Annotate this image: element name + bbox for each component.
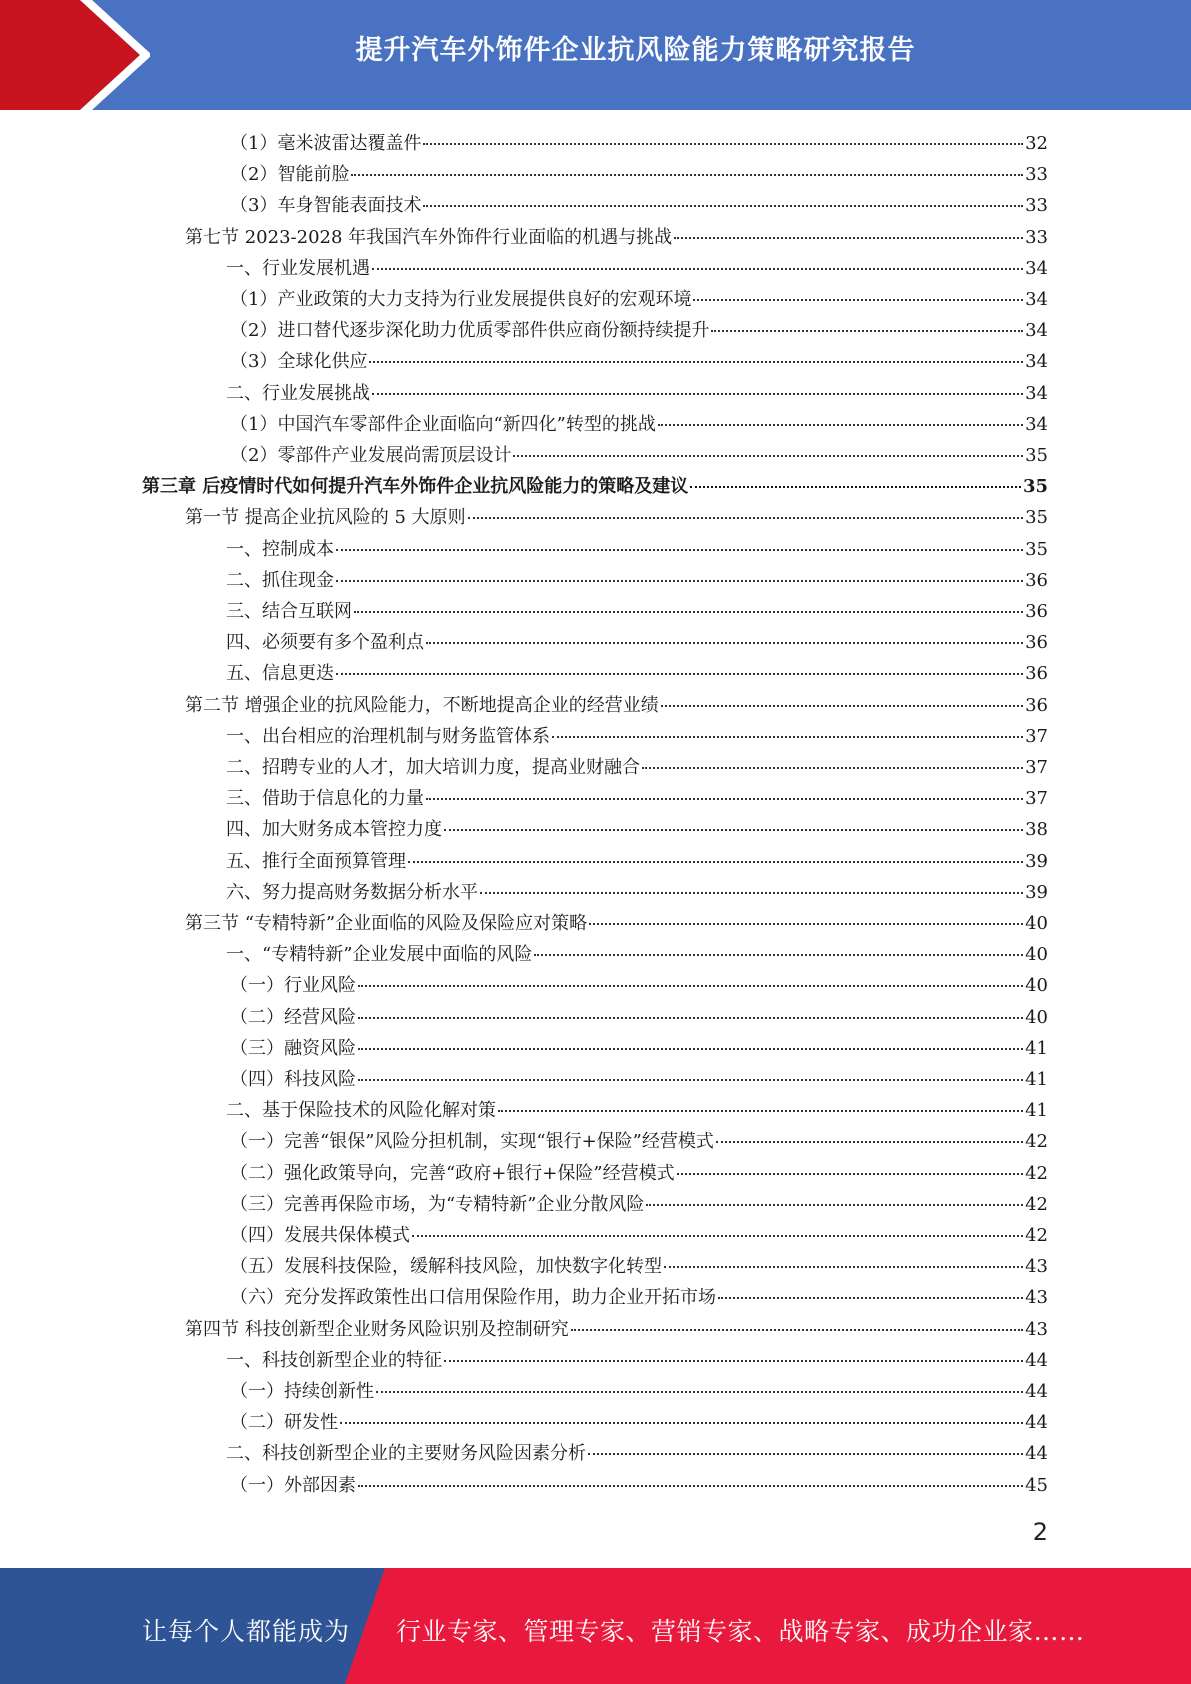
toc-entry[interactable] <box>185 690 1048 721</box>
toc-entry[interactable] <box>226 1095 1048 1126</box>
dot-leader <box>354 593 1023 613</box>
toc-entry[interactable] <box>226 721 1048 752</box>
dot-leader <box>336 531 1023 551</box>
toc-entry[interactable] <box>230 128 1048 159</box>
toc-entry-page: 32 <box>1025 133 1048 154</box>
toc-entry-title: 第七节 2023-2028 年我国汽车外饰件行业面临的机遇与挑战 <box>185 226 673 248</box>
toc-entry-title: （2）进口替代逐步深化助力优质零部件供应商份额持续提升 <box>230 320 710 342</box>
toc-entry-page: 40 <box>1025 913 1048 934</box>
toc-entry-title: 五、推行全面预算管理 <box>226 850 406 872</box>
toc-entry[interactable] <box>230 1158 1048 1189</box>
toc-entry-page: 34 <box>1025 289 1048 310</box>
toc-entry[interactable] <box>226 253 1048 284</box>
dot-leader <box>426 624 1023 644</box>
dot-leader <box>444 811 1023 831</box>
toc-entry-title: （二）研发性 <box>230 1412 338 1434</box>
toc-entry-page: 45 <box>1025 1474 1048 1496</box>
toc-entry-page: 44 <box>1025 1443 1048 1465</box>
toc-entry-title: 四、必须要有多个盈利点 <box>226 632 424 654</box>
page-number: 2 <box>1032 1518 1048 1546</box>
page-footer <box>0 1568 1191 1684</box>
dot-leader <box>369 343 1023 363</box>
toc-entry-title: （四）发展共保体模式 <box>230 1225 410 1246</box>
toc-entry-title: （三）完善再保险市场，为“专精特新”企业分散风险 <box>230 1193 645 1215</box>
toc-entry[interactable] <box>226 658 1048 689</box>
toc-entry-title: （2）零部件产业发展尚需顶层设计 <box>230 445 512 466</box>
toc-entry-title: 二、科技创新型企业的主要财务风险因素分析 <box>226 1443 586 1465</box>
toc-entry[interactable] <box>230 1376 1048 1407</box>
toc-entry-page: 34 <box>1025 351 1048 373</box>
toc-entry-title: 二、招聘专业的人才，加大培训力度，提高业财融合 <box>226 757 640 778</box>
toc-entry-title: 第二节 增强企业的抗风险能力，不断地提高企业的经营业绩 <box>185 694 659 716</box>
dot-leader <box>358 999 1023 1019</box>
toc-entry[interactable] <box>226 378 1048 409</box>
toc-entry-page: 36 <box>1025 601 1048 622</box>
toc-entry-page: 39 <box>1025 881 1048 903</box>
dot-leader <box>711 312 1023 332</box>
toc-entry[interactable] <box>230 284 1048 315</box>
toc-entry-title: 一、控制成本 <box>226 538 334 560</box>
toc-entry[interactable] <box>230 1033 1048 1064</box>
toc-entry-page: 34 <box>1025 320 1048 342</box>
toc-entry[interactable] <box>226 627 1048 658</box>
toc-entry-title: （六）充分发挥政策性出口信用保险作用，助力企业开拓市场 <box>230 1287 716 1309</box>
toc-entry[interactable] <box>230 1251 1048 1282</box>
toc-entry-page: 37 <box>1025 788 1048 810</box>
toc-entry-page: 34 <box>1025 257 1048 279</box>
toc-entry-page: 42 <box>1025 1225 1048 1246</box>
toc-entry-page: 36 <box>1025 569 1048 591</box>
toc-entry-page: 33 <box>1025 164 1048 186</box>
footer-slogan-right: 行业专家、管理专家、营销专家、战略专家、成功企业家…… <box>396 1617 1085 1646</box>
toc-entry-page: 34 <box>1025 382 1048 404</box>
toc-entry[interactable] <box>230 190 1048 221</box>
toc-entry-page: 37 <box>1025 725 1048 747</box>
report-title: 提升汽车外饰件企业抗风险能力策略研究报告 <box>355 35 916 66</box>
toc-entry[interactable] <box>230 409 1048 440</box>
toc-entry-title: 一、出台相应的治理机制与财务监管体系 <box>226 725 550 747</box>
toc-entry[interactable] <box>226 1345 1048 1376</box>
toc-entry[interactable] <box>230 1282 1048 1313</box>
dot-leader <box>336 655 1023 675</box>
toc-entry-title: 二、行业发展挑战 <box>226 382 370 404</box>
dot-leader <box>372 250 1023 270</box>
toc-entry-page: 43 <box>1025 1256 1048 1278</box>
toc-entry[interactable] <box>226 565 1048 596</box>
toc-entry[interactable] <box>230 346 1048 377</box>
toc-entry-page: 35 <box>1022 476 1048 498</box>
dot-leader <box>661 687 1023 707</box>
dot-leader <box>690 468 1021 488</box>
dot-leader <box>513 437 1023 457</box>
toc-entry[interactable] <box>230 1189 1048 1220</box>
toc-entry-title: （一）行业风险 <box>230 975 356 997</box>
toc-entry-page: 44 <box>1025 1412 1048 1434</box>
dot-leader <box>336 562 1023 582</box>
toc-entry-title: 第三章 后疫情时代如何提升汽车外饰件企业抗风险能力的策略及建议 <box>142 476 689 498</box>
toc-entry-title: （1）中国汽车零部件企业面临向“新四化”转型的挑战 <box>230 413 656 435</box>
chevron-arrow-icon <box>0 0 150 110</box>
toc-entry-title: 五、信息更迭 <box>226 663 334 685</box>
toc-entry[interactable] <box>230 1470 1048 1501</box>
toc-entry[interactable] <box>226 846 1048 877</box>
toc-entry-page: 36 <box>1025 632 1048 654</box>
toc-entry[interactable] <box>185 908 1048 939</box>
dot-leader <box>498 1092 1023 1112</box>
toc-entry-title: 四、加大财务成本管控力度 <box>226 819 442 841</box>
toc-entry[interactable] <box>226 534 1048 565</box>
toc-entry[interactable] <box>226 783 1048 814</box>
toc-entry-title: 一、行业发展机遇 <box>226 257 370 279</box>
toc-entry-title: 第三节 “专精特新”企业面临的风险及保险应对策略 <box>185 913 588 934</box>
dot-leader <box>408 843 1023 863</box>
toc-entry-title: （一）持续创新性 <box>230 1381 374 1402</box>
toc-entry-title: 三、结合互联网 <box>226 601 352 622</box>
dot-leader <box>358 1467 1023 1487</box>
dot-leader <box>480 874 1023 894</box>
toc-entry[interactable] <box>230 315 1048 346</box>
toc-entry[interactable] <box>230 1064 1048 1095</box>
toc-entry-title: 第四节 科技创新型企业财务风险识别及控制研究 <box>185 1318 569 1340</box>
toc-entry-title: （一）外部因素 <box>230 1474 356 1496</box>
dot-leader <box>423 125 1023 145</box>
toc-entry-title: 三、借助于信息化的力量 <box>226 788 424 810</box>
toc-entry-page: 33 <box>1025 195 1048 217</box>
toc-entry[interactable] <box>230 1407 1048 1438</box>
toc-entry[interactable] <box>230 1126 1048 1157</box>
dot-leader <box>718 1279 1023 1299</box>
toc-entry-title: （四）科技风险 <box>230 1069 356 1090</box>
dot-leader <box>340 1404 1023 1424</box>
dot-leader <box>372 375 1023 395</box>
toc-entry[interactable] <box>230 1002 1048 1033</box>
toc-entry-page: 35 <box>1025 445 1048 466</box>
toc-entry[interactable] <box>185 1314 1048 1345</box>
toc-entry[interactable] <box>226 752 1048 783</box>
toc-entry-title: （1）毫米波雷达覆盖件 <box>230 133 422 154</box>
toc-entry-title: （2）智能前脸 <box>230 164 350 186</box>
toc-entry[interactable] <box>226 596 1048 627</box>
dot-leader <box>423 187 1023 207</box>
toc-entry-page: 41 <box>1025 1037 1048 1059</box>
dot-leader <box>642 749 1023 769</box>
dot-leader <box>358 1061 1023 1081</box>
dot-leader <box>588 1435 1023 1455</box>
toc-entry-page: 34 <box>1025 413 1048 435</box>
footer-slogan-left: 让每个人都能成为 <box>142 1617 351 1646</box>
toc-entry-page: 37 <box>1025 757 1048 778</box>
toc-entry-title: （3）全球化供应 <box>230 351 368 373</box>
toc-entry[interactable] <box>142 471 1048 502</box>
dot-leader <box>571 1311 1023 1331</box>
toc-entry-title: （二）强化政策导向，完善“政府+银行+保险”经营模式 <box>230 1162 675 1184</box>
toc-entry-page: 33 <box>1025 226 1048 248</box>
toc-entry-page: 39 <box>1025 850 1048 872</box>
toc-entry-title: 一、“专精特新”企业发展中面临的风险 <box>226 944 533 966</box>
toc-entry-page: 40 <box>1025 1006 1048 1028</box>
toc-entry-title: 二、抓住现金 <box>226 569 334 591</box>
dot-leader <box>468 499 1023 519</box>
toc-entry-title: 六、努力提高财务数据分析水平 <box>226 881 478 903</box>
toc-entry-title: （一）完善“银保”风险分担机制，实现“银行+保险”经营模式 <box>230 1131 714 1153</box>
toc-entry-page: 35 <box>1025 507 1048 529</box>
toc-entry[interactable] <box>230 1220 1048 1251</box>
toc-entry-page: 36 <box>1025 694 1048 716</box>
toc-entry-title: （三）融资风险 <box>230 1037 356 1059</box>
toc-entry-page: 43 <box>1025 1287 1048 1309</box>
dot-leader <box>693 281 1023 301</box>
toc-entry-page: 38 <box>1025 819 1048 841</box>
toc-entry[interactable] <box>230 440 1048 471</box>
page-header <box>0 0 1191 110</box>
toc-entry-page: 42 <box>1025 1162 1048 1184</box>
toc-entry-page: 40 <box>1025 975 1048 997</box>
dot-leader <box>412 1217 1023 1237</box>
toc-entry-page: 42 <box>1025 1131 1048 1153</box>
toc-entry[interactable] <box>226 939 1048 970</box>
dot-leader <box>658 406 1023 426</box>
toc-entry[interactable] <box>230 970 1048 1001</box>
toc-entry-title: （二）经营风险 <box>230 1006 356 1028</box>
dot-leader <box>358 967 1023 987</box>
toc-entry-page: 36 <box>1025 663 1048 685</box>
toc-entry-page: 41 <box>1025 1100 1048 1122</box>
dot-leader <box>358 1030 1023 1050</box>
dot-leader <box>664 1248 1023 1268</box>
toc-entry-title: 二、基于保险技术的风险化解对策 <box>226 1100 496 1122</box>
dot-leader <box>426 780 1023 800</box>
dot-leader <box>716 1123 1023 1143</box>
toc-entry[interactable] <box>230 159 1048 190</box>
dot-leader <box>674 219 1023 239</box>
dot-leader <box>534 936 1023 956</box>
dot-leader <box>677 1155 1024 1175</box>
toc-entry-page: 40 <box>1025 944 1048 966</box>
dot-leader <box>376 1373 1023 1393</box>
toc-entry-title: （3）车身智能表面技术 <box>230 195 422 217</box>
dot-leader <box>589 905 1023 925</box>
toc-entry[interactable] <box>226 1438 1048 1469</box>
toc-entry-page: 44 <box>1025 1381 1048 1402</box>
toc-entry-page: 43 <box>1025 1318 1048 1340</box>
toc-entry-page: 44 <box>1025 1349 1048 1371</box>
toc-entry-title: 第一节 提高企业抗风险的 5 大原则 <box>185 507 466 529</box>
toc-entry-page: 41 <box>1025 1069 1048 1090</box>
toc-entry-page: 42 <box>1025 1193 1048 1215</box>
dot-leader <box>646 1186 1023 1206</box>
toc-entry-page: 35 <box>1025 538 1048 560</box>
dot-leader <box>552 718 1023 738</box>
toc-entry-title: 一、科技创新型企业的特征 <box>226 1349 442 1371</box>
toc-entry[interactable] <box>185 222 1048 253</box>
toc-entry-title: （五）发展科技保险，缓解科技风险，加快数字化转型 <box>230 1256 662 1278</box>
dot-leader <box>444 1342 1023 1362</box>
toc-entry[interactable] <box>185 502 1048 533</box>
toc-entry[interactable] <box>226 877 1048 908</box>
dot-leader <box>351 156 1023 176</box>
toc-entry[interactable] <box>226 814 1048 845</box>
toc-entry-title: （1）产业政策的大力支持为行业发展提供良好的宏观环境 <box>230 289 692 310</box>
